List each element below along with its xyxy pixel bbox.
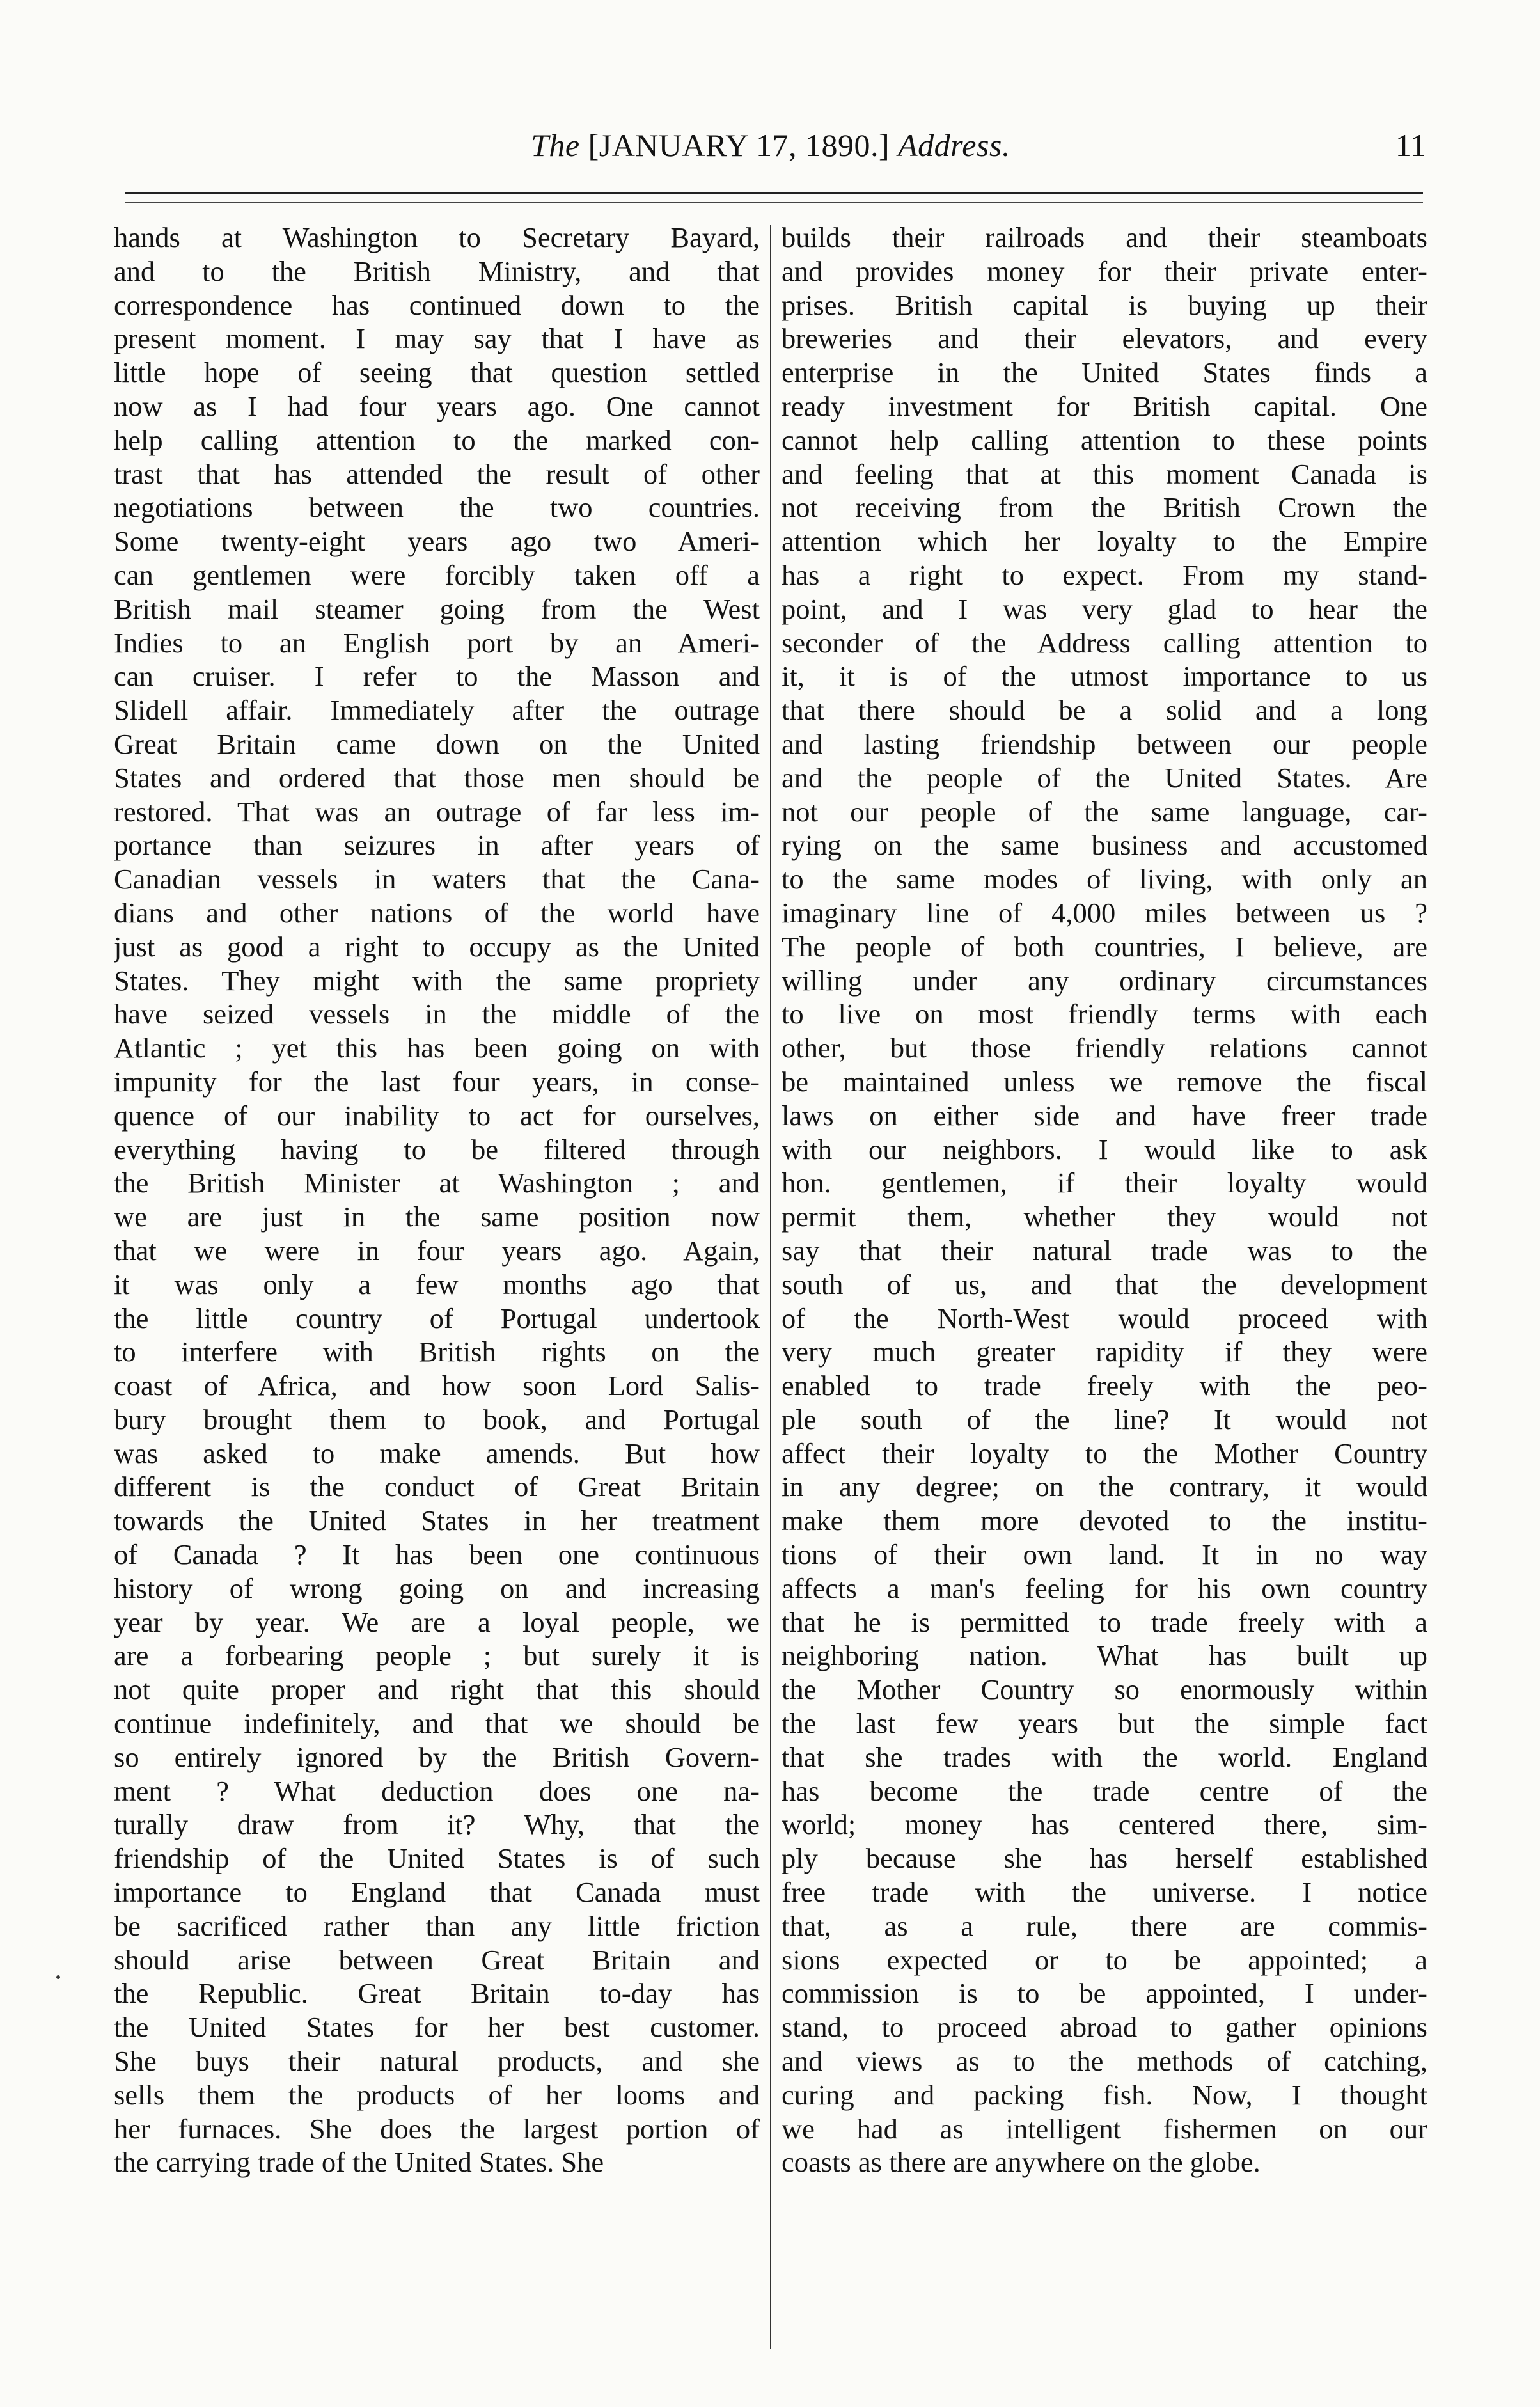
- text-line: rying on the same business and accustomed: [782, 829, 1427, 862]
- text-line: prises. British capital is buying up their: [782, 288, 1427, 321]
- text-line: was asked to make amends. But how: [114, 1437, 760, 1469]
- text-line: hon. gentlemen, if their loyalty would: [782, 1167, 1427, 1199]
- text-line: to live on most friendly terms with each: [782, 998, 1427, 1030]
- text-line: to the same modes of living, with only an: [782, 863, 1427, 896]
- text-line: hands at Washington to Secretary Bayard,: [114, 221, 760, 253]
- header-rule-thin: [125, 202, 1423, 203]
- text-line: Great Britain came down on the United: [114, 727, 760, 760]
- text-line: dians and other nations of the world have: [114, 896, 760, 929]
- text-line: portance than seizures in after years of: [114, 829, 760, 862]
- text-line: that we were in four years ago. Again,: [114, 1234, 760, 1267]
- text-line: little hope of seeing that question settled: [114, 356, 760, 389]
- text-line: stand, to proceed abroad to gather opinions: [782, 2011, 1427, 2044]
- text-line: other, but those friendly relations cannot: [782, 1032, 1427, 1064]
- text-line: commission is to be appointed, I under-: [782, 1977, 1427, 2010]
- title-suffix: Address.: [898, 127, 1010, 163]
- text-line: tions of their own land. It in no way: [782, 1538, 1427, 1571]
- text-line: turally draw from it? Why, that the: [114, 1808, 760, 1841]
- text-line: with our neighbors. I would like to ask: [782, 1133, 1427, 1165]
- text-line: seconder of the Address calling attention to: [782, 626, 1427, 659]
- text-line: be sacrificed rather than any little friction: [114, 1909, 760, 1942]
- text-line: Canadian vessels in waters that the Cana-: [114, 863, 760, 896]
- text-line: her furnaces. She does the largest portion of: [114, 2112, 760, 2145]
- text-line: Atlantic ; yet this has been going on with: [114, 1032, 760, 1064]
- text-line: She buys their natural products, and she: [114, 2045, 760, 2078]
- text-line: coast of Africa, and how soon Lord Salis-: [114, 1369, 760, 1402]
- text-line: builds their railroads and their steamboats: [782, 221, 1427, 253]
- text-line: the little country of Portugal undertook: [114, 1302, 760, 1334]
- text-line: States and ordered that those men should be: [114, 761, 760, 794]
- text-line: has a right to expect. From my stand-: [782, 558, 1427, 591]
- text-line: world; money has centered there, sim-: [782, 1808, 1427, 1841]
- text-line: that he is permitted to trade freely with a: [782, 1606, 1427, 1638]
- text-line: Some twenty-eight years ago two Ameri-: [114, 525, 760, 558]
- text-line: coasts as there are anywhere on the globe.: [782, 2146, 1261, 2179]
- text-line: we are just in the same position now: [114, 1201, 760, 1233]
- text-line: it was only a few months ago that: [114, 1268, 760, 1300]
- text-line: sions expected or to be appointed; a: [782, 1943, 1427, 1976]
- text-line: and feeling that at this moment Canada is: [782, 457, 1427, 490]
- text-line: attention which her loyalty to the Empire: [782, 525, 1427, 558]
- text-line: that, as a rule, there are commis-: [782, 1909, 1427, 1942]
- text-line: the British Minister at Washington ; and: [114, 1167, 760, 1199]
- text-line: continue indefinitely, and that we should be: [114, 1707, 760, 1740]
- text-line: affect their loyalty to the Mother Country: [782, 1437, 1427, 1469]
- text-line: trast that has attended the result of other: [114, 457, 760, 490]
- text-line: the Republic. Great Britain to-day has: [114, 1977, 760, 2010]
- text-line: now as I had four years ago. One cannot: [114, 390, 760, 422]
- text-line: correspondence has continued down to the: [114, 288, 760, 321]
- text-line: to interfere with British rights on the: [114, 1336, 760, 1368]
- text-line: it, it is of the utmost importance to us: [782, 660, 1427, 693]
- text-line: British mail steamer going from the West: [114, 592, 760, 625]
- text-line: say that their natural trade was to the: [782, 1234, 1427, 1267]
- title-prefix: The: [531, 127, 580, 163]
- text-line: different is the conduct of Great Britain: [114, 1471, 760, 1503]
- running-title: [115, 123, 1426, 168]
- text-line: Indies to an English port by an Ameri-: [114, 626, 760, 659]
- text-line: present moment. I may say that I have as: [114, 322, 760, 355]
- text-line: impunity for the last four years, in conse-: [114, 1065, 760, 1098]
- text-line: help calling attention to the marked con-: [114, 423, 760, 456]
- text-line: enabled to trade freely with the peo-: [782, 1369, 1427, 1402]
- text-line: ply because she has herself established: [782, 1842, 1427, 1875]
- text-line: of the North-West would proceed with: [782, 1302, 1427, 1334]
- text-line: quence of our inability to act for ourselves,: [114, 1099, 760, 1132]
- text-line: Slidell affair. Immediately after the outrage: [114, 694, 760, 727]
- text-line: enterprise in the United States finds a: [782, 356, 1427, 389]
- text-line: and to the British Ministry, and that: [114, 255, 760, 287]
- text-line: cannot help calling attention to these points: [782, 423, 1427, 456]
- text-line: that she trades with the world. England: [782, 1740, 1427, 1773]
- text-line: that there should be a solid and a long: [782, 694, 1427, 727]
- text-line: in any degree; on the contrary, it would: [782, 1471, 1427, 1503]
- text-line: year by year. We are a loyal people, we: [114, 1606, 760, 1638]
- text-line: and the people of the United States. Are: [782, 761, 1427, 794]
- text-line: friendship of the United States is of such: [114, 1842, 760, 1875]
- text-line: ment ? What deduction does one na-: [114, 1774, 760, 1807]
- text-line: bury brought them to book, and Portugal: [114, 1403, 760, 1435]
- text-line: affects a man's feeling for his own country: [782, 1572, 1427, 1604]
- column-divider: [770, 225, 771, 2349]
- text-line: States. They might with the same propriety: [114, 964, 760, 997]
- page-number: 11: [1395, 127, 1426, 163]
- text-line: just as good a right to occupy as the United: [114, 930, 760, 963]
- text-line: willing under any ordinary circumstances: [782, 964, 1427, 997]
- text-line: importance to England that Canada must: [114, 1876, 760, 1909]
- text-line: make them more devoted to the institu-: [782, 1504, 1427, 1537]
- text-line: towards the United States in her treatment: [114, 1504, 760, 1537]
- header-rule-thick: [125, 192, 1423, 194]
- text-line: imaginary line of 4,000 miles between us ?: [782, 896, 1427, 929]
- text-line: and provides money for their private enter-: [782, 255, 1427, 287]
- text-line: the Mother Country so enormously within: [782, 1673, 1427, 1706]
- text-line: permit them, whether they would not: [782, 1201, 1427, 1233]
- text-line: curing and packing fish. Now, I thought: [782, 2078, 1427, 2111]
- text-line: can cruiser. I refer to the Masson and: [114, 660, 760, 693]
- text-line: breweries and their elevators, and every: [782, 322, 1427, 355]
- text-line: negotiations between the two countries.: [114, 491, 760, 524]
- title-date: [JANUARY 17, 1890.]: [588, 127, 890, 163]
- text-line: and lasting friendship between our people: [782, 727, 1427, 760]
- text-line: everything having to be filtered through: [114, 1133, 760, 1165]
- text-line: the carrying trade of the United States. She: [114, 2146, 604, 2179]
- text-line: ple south of the line? It would not: [782, 1403, 1427, 1435]
- left-column: [114, 221, 760, 2179]
- text-line: and views as to the methods of catching,: [782, 2045, 1427, 2078]
- text-line: free trade with the universe. I notice: [782, 1876, 1427, 1909]
- text-line: of Canada ? It has been one continuous: [114, 1538, 760, 1571]
- running-header: [115, 123, 1426, 168]
- text-line: ready investment for British capital. One: [782, 390, 1427, 422]
- text-line: can gentlemen were forcibly taken off a: [114, 558, 760, 591]
- text-line: not quite proper and right that this should: [114, 1673, 760, 1706]
- text-line: sells them the products of her looms and: [114, 2078, 760, 2111]
- text-line: point, and I was very glad to hear the: [782, 592, 1427, 625]
- margin-dot: [56, 1975, 60, 1979]
- text-line: has become the trade centre of the: [782, 1774, 1427, 1807]
- text-line: not our people of the same language, car-: [782, 795, 1427, 828]
- text-line: are a forbearing people ; but surely it is: [114, 1639, 760, 1672]
- text-line: restored. That was an outrage of far less im-: [114, 795, 760, 828]
- text-line: south of us, and that the development: [782, 1268, 1427, 1300]
- text-line: so entirely ignored by the British Govern-: [114, 1740, 760, 1773]
- text-line: very much greater rapidity if they were: [782, 1336, 1427, 1368]
- text-line: the United States for her best customer.: [114, 2011, 760, 2044]
- text-line: neighboring nation. What has built up: [782, 1639, 1427, 1672]
- text-line: history of wrong going on and increasing: [114, 1572, 760, 1604]
- text-line: should arise between Great Britain and: [114, 1943, 760, 1976]
- text-line: the last few years but the simple fact: [782, 1707, 1427, 1740]
- text-line: The people of both countries, I believe, are: [782, 930, 1427, 963]
- text-line: have seized vessels in the middle of the: [114, 998, 760, 1030]
- text-line: not receiving from the British Crown the: [782, 491, 1427, 524]
- right-column: [782, 221, 1427, 2179]
- text-line: we had as intelligent fishermen on our: [782, 2112, 1427, 2145]
- text-line: laws on either side and have freer trade: [782, 1099, 1427, 1132]
- text-line: be maintained unless we remove the fiscal: [782, 1065, 1427, 1098]
